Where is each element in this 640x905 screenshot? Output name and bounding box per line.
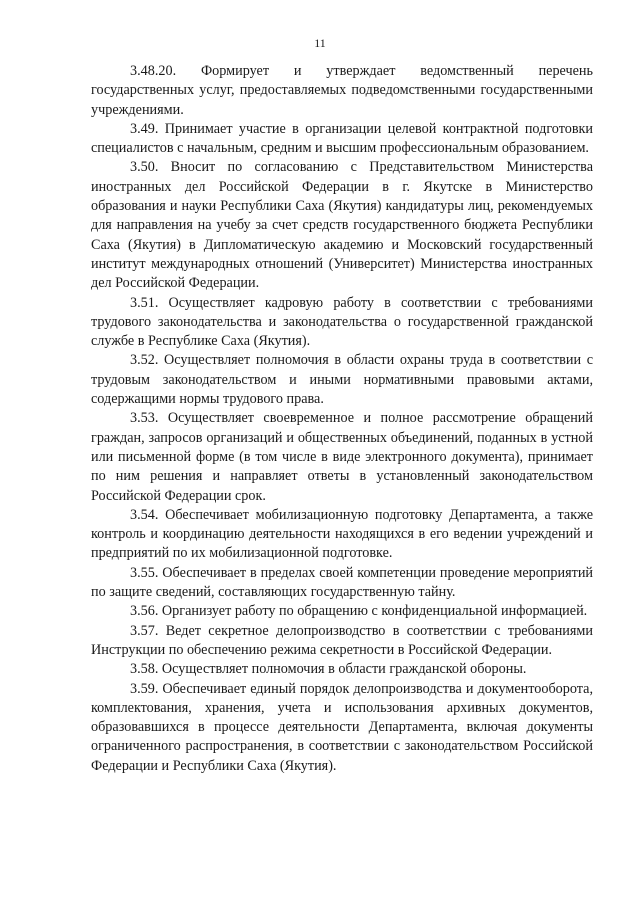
paragraph-3-59: 3.59. Обеспечивает единый порядок делопроизводства и документооборота, комплектования, хранения, учета и использования архивных документов, образовавшихся в процессе деятельности Департамента, включая документы ограниченного распространения, в соответствии с законодательством Российской Федерации и Республики Саха (Якутия).: [91, 680, 593, 774]
paragraph-3-53: 3.53. Осуществляет своевременное и полное рассмотрение обращений граждан, запросов организаций и общественных объединений, поданных в устной или письменной форме (в том числе в виде электронного документа), принимает по ним решения и направляет ответы в установленный законодательством Российской Федерации срок.: [91, 410, 593, 504]
paragraph-3-48-20: 3.48.20. Формирует и утверждает ведомственный перечень государственных услуг, предоставляемых подведомственными государственными учреждениями.: [91, 63, 593, 118]
paragraph-3-57: 3.57. Ведет секретное делопроизводство в соответствии с требованиями Инструкции по обеспечению режима секретности в Российской Федерации.: [91, 622, 593, 658]
paragraph-3-51: 3.51. Осуществляет кадровую работу в соответствии с требованиями трудового законодательства и законодательства о государственной гражданской службе в Республике Саха (Якутия).: [91, 294, 593, 350]
document-body: [91, 62, 593, 776]
paragraph-3-49: 3.49. Принимает участие в организации целевой контрактной подготовки специалистов с начальным, средним и высшим профессиональным образованием.: [91, 120, 593, 157]
page-number: 11: [314, 36, 326, 50]
paragraph-3-50: 3.50. Вносит по согласованию с Представительством Министерства иностранных дел Российской Федерации в г. Якутске в Министерство образования и науки Республики Саха (Якутия) кандидатуры лиц, рекомендуемых для направления на учебу за счет средств государственного бюджета Республики Саха (Якутия) в Дипломатическую академию и Московский государственный институт международных отношений (Университет) Министерства иностранных дел Российской Федерации.: [91, 159, 593, 292]
paragraph-3-52: 3.52. Осуществляет полномочия в области охраны труда в соответствии с трудовым законодательством и иными нормативными правовыми актами, содержащими нормы трудового права.: [91, 352, 593, 408]
paragraph-3-54: 3.54. Обеспечивает мобилизационную подготовку Департамента, а также контроль и координацию деятельности находящихся в его ведении учреждений и предприятий по их мобилизационной подготовке.: [91, 506, 593, 562]
paragraph-3-58: 3.58. Осуществляет полномочия в области гражданской обороны.: [130, 661, 527, 678]
paragraph-3-56: 3.56. Организует работу по обращению с конфиденциальной информацией.: [130, 603, 588, 620]
paragraph-3-55: 3.55. Обеспечивает в пределах своей компетенции проведение мероприятий по защите сведений, составляющих государственную тайну.: [91, 564, 593, 601]
